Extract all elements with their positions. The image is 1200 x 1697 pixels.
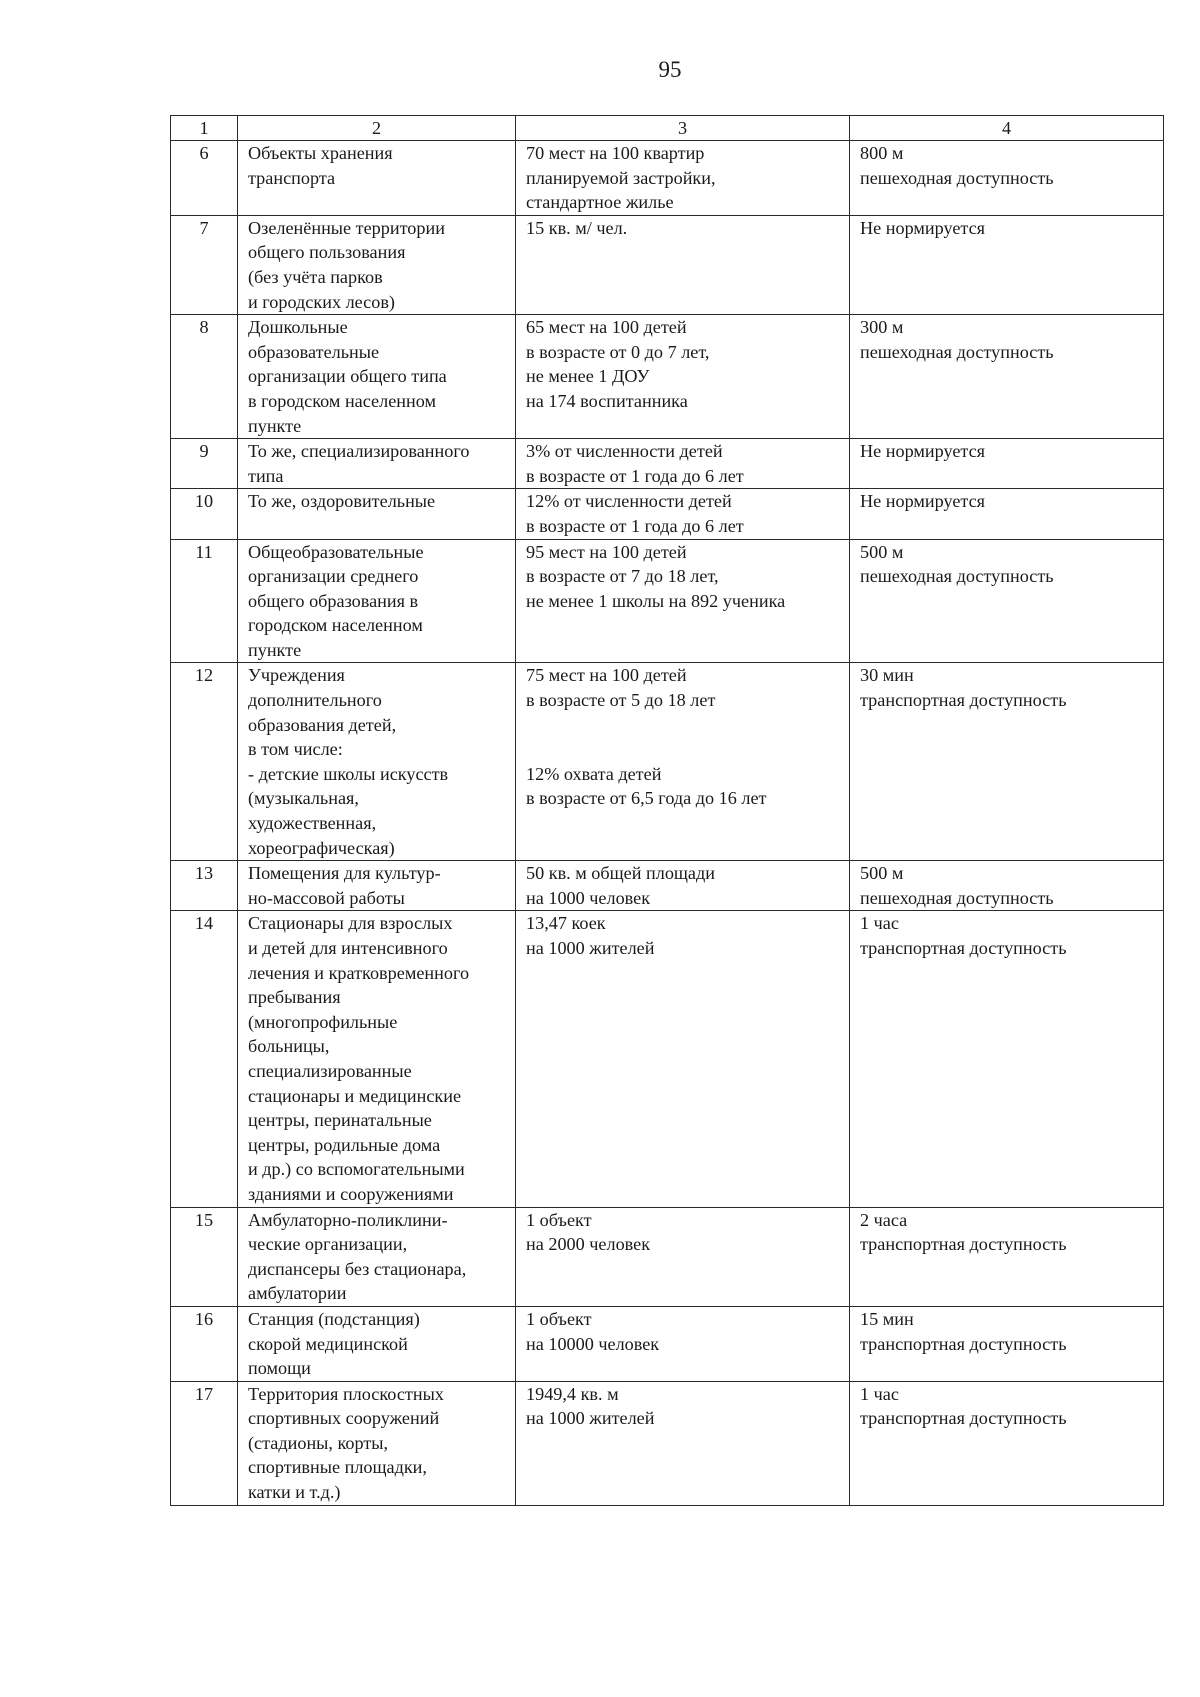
row-number: 10 bbox=[171, 489, 238, 539]
object-name: Дошкольные образовательные организации общего типа в городском населенном пункте bbox=[238, 315, 516, 439]
table-row bbox=[171, 141, 1164, 216]
table-row bbox=[171, 861, 1164, 911]
object-name: Объекты хранения транспорта bbox=[238, 141, 516, 216]
accessibility-value: 300 м пешеходная доступность bbox=[850, 315, 1164, 439]
table-header-row bbox=[171, 116, 1164, 141]
object-name: То же, специализированного типа bbox=[238, 439, 516, 489]
column-number-3: 3 bbox=[516, 116, 850, 141]
norm-value: 65 мест на 100 детей в возрасте от 0 до 7 лет, не менее 1 ДОУ на 174 воспитанника bbox=[516, 315, 850, 439]
row-number: 11 bbox=[171, 539, 238, 663]
page-number: 95 bbox=[658, 57, 682, 82]
norm-value: 50 кв. м общей площади на 1000 человек bbox=[516, 861, 850, 911]
table-row bbox=[171, 1381, 1164, 1505]
accessibility-value: 500 м пешеходная доступность bbox=[850, 861, 1164, 911]
object-name: Учреждения дополнительного образования детей, в том числе: - детские школы искусств (музыкальная, художественная, хореографическая) bbox=[238, 663, 516, 861]
norm-value: 70 мест на 100 квартир планируемой застройки, стандартное жилье bbox=[516, 141, 850, 216]
row-number: 14 bbox=[171, 911, 238, 1207]
norm-value: 1 объект на 10000 человек bbox=[516, 1306, 850, 1381]
accessibility-value: 800 м пешеходная доступность bbox=[850, 141, 1164, 216]
object-name: Амбулаторно-поликлини- ческие организации, диспансеры без стационара, амбулатории bbox=[238, 1207, 516, 1306]
standards-table bbox=[170, 115, 1164, 1506]
row-number: 9 bbox=[171, 439, 238, 489]
column-number-2: 2 bbox=[238, 116, 516, 141]
table-row bbox=[171, 663, 1164, 861]
object-name: То же, оздоровительные bbox=[238, 489, 516, 539]
norm-value: 13,47 коек на 1000 жителей bbox=[516, 911, 850, 1207]
table-row bbox=[171, 315, 1164, 439]
object-name: Общеобразовательные организации среднего общего образования в городском населенном пункте bbox=[238, 539, 516, 663]
table-row bbox=[171, 215, 1164, 314]
row-number: 8 bbox=[171, 315, 238, 439]
norm-value: 1 объект на 2000 человек bbox=[516, 1207, 850, 1306]
accessibility-value: 2 часа транспортная доступность bbox=[850, 1207, 1164, 1306]
object-name: Стационары для взрослых и детей для интенсивного лечения и кратковременного пребывания (многопрофильные больницы, специализированные стационары и медицинские центры, перинатальные центры, родильные дома и др.) со вспомогательными зданиями и сооружениями bbox=[238, 911, 516, 1207]
table-row bbox=[171, 911, 1164, 1207]
row-number: 6 bbox=[171, 141, 238, 216]
accessibility-value: 1 час транспортная доступность bbox=[850, 1381, 1164, 1505]
accessibility-value: 500 м пешеходная доступность bbox=[850, 539, 1164, 663]
row-number: 12 bbox=[171, 663, 238, 861]
row-number: 7 bbox=[171, 215, 238, 314]
row-number: 13 bbox=[171, 861, 238, 911]
norm-value: 95 мест на 100 детей в возрасте от 7 до 18 лет, не менее 1 школы на 892 ученика bbox=[516, 539, 850, 663]
accessibility-value: Не нормируется bbox=[850, 489, 1164, 539]
column-number-1: 1 bbox=[171, 116, 238, 141]
row-number: 17 bbox=[171, 1381, 238, 1505]
object-name: Территория плоскостных спортивных сооружений (стадионы, корты, спортивные площадки, катки и т.д.) bbox=[238, 1381, 516, 1505]
row-number: 15 bbox=[171, 1207, 238, 1306]
norm-value: 3% от численности детей в возрасте от 1 года до 6 лет bbox=[516, 439, 850, 489]
table-row bbox=[171, 489, 1164, 539]
accessibility-value: Не нормируется bbox=[850, 439, 1164, 489]
object-name: Станция (подстанция) скорой медицинской помощи bbox=[238, 1306, 516, 1381]
accessibility-value: 15 мин транспортная доступность bbox=[850, 1306, 1164, 1381]
object-name: Озеленённые территории общего пользования (без учёта парков и городских лесов) bbox=[238, 215, 516, 314]
table-row bbox=[171, 539, 1164, 663]
table-row bbox=[171, 1306, 1164, 1381]
table-row bbox=[171, 439, 1164, 489]
norm-value: 12% от численности детей в возрасте от 1 года до 6 лет bbox=[516, 489, 850, 539]
norm-value: 15 кв. м/ чел. bbox=[516, 215, 850, 314]
norm-value: 1949,4 кв. м на 1000 жителей bbox=[516, 1381, 850, 1505]
object-name: Помещения для культур- но-массовой работы bbox=[238, 861, 516, 911]
table-row bbox=[171, 1207, 1164, 1306]
column-number-4: 4 bbox=[850, 116, 1164, 141]
norm-value: 75 мест на 100 детей в возрасте от 5 до 18 лет 12% охвата детей в возрасте от 6,5 года до 16 лет bbox=[516, 663, 850, 861]
row-number: 16 bbox=[171, 1306, 238, 1381]
accessibility-value: 30 мин транспортная доступность bbox=[850, 663, 1164, 861]
accessibility-value: 1 час транспортная доступность bbox=[850, 911, 1164, 1207]
accessibility-value: Не нормируется bbox=[850, 215, 1164, 314]
